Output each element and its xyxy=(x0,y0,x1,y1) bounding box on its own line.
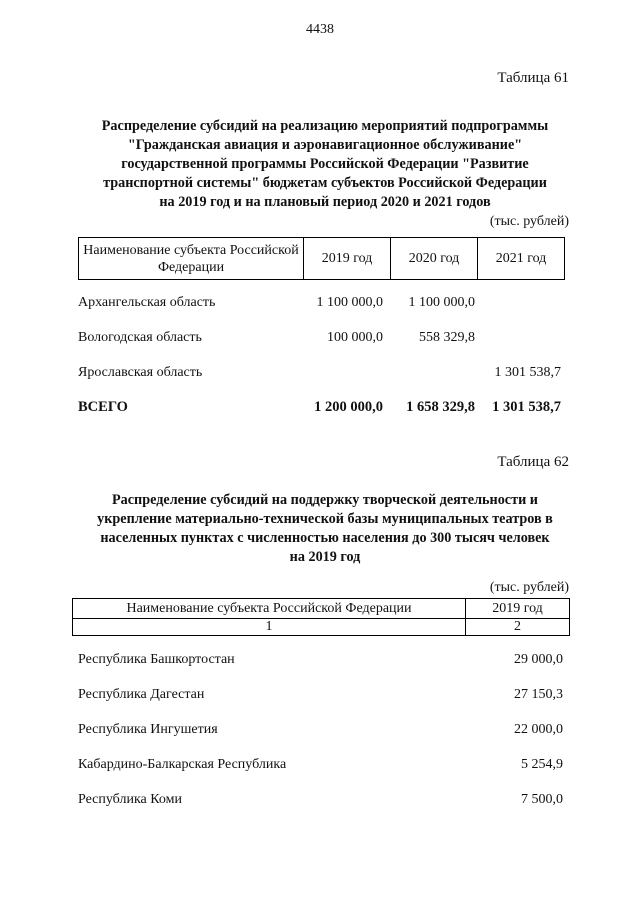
title-line: населенных пунктах с численностью населения до 300 тысяч человек xyxy=(100,530,550,546)
column-number-2: 2 xyxy=(466,619,570,636)
table-61-unit: (тыс. рублей) xyxy=(489,214,569,229)
total-2021: 1 301 538,7 xyxy=(492,399,561,415)
table-62-label: Таблица 62 xyxy=(497,454,569,470)
value-2021: 1 301 538,7 xyxy=(494,365,561,380)
total-2020: 1 658 329,8 xyxy=(406,399,475,415)
title-line: укрепление материально-технической базы муниципальных театров в xyxy=(97,511,553,527)
value-2019: 7 500,0 xyxy=(521,792,563,807)
header-2020: 2020 год xyxy=(391,238,478,280)
table-row xyxy=(78,295,563,315)
column-number-1: 1 xyxy=(73,619,466,636)
region-name: Республика Башкортостан xyxy=(78,652,235,667)
header-2021: 2021 год xyxy=(478,238,565,280)
value-2019: 1 100 000,0 xyxy=(316,295,383,310)
region-name: Республика Ингушетия xyxy=(78,722,218,737)
value-2019: 22 000,0 xyxy=(514,722,563,737)
table-62-title xyxy=(60,491,590,567)
value-2019: 5 254,9 xyxy=(521,757,563,772)
title-line: Распределение субсидий на реализацию мероприятий подпрограммы xyxy=(101,118,549,134)
table-61-label: Таблица 61 xyxy=(497,70,569,86)
header-2019: 2019 год xyxy=(466,599,570,619)
table-62-unit: (тыс. рублей) xyxy=(489,580,569,595)
table-62-header xyxy=(72,598,570,636)
region-name: Вологодская область xyxy=(78,330,202,345)
value-2019: 27 150,3 xyxy=(514,687,563,702)
table-61-header xyxy=(78,237,565,280)
title-line: "Гражданская авиация и аэронавигационное обслуживание" xyxy=(127,137,523,153)
table-row xyxy=(78,722,563,742)
header-name: Наименование субъекта Российской Федерации xyxy=(73,599,466,619)
title-line: Распределение субсидий на поддержку творческой деятельности и xyxy=(112,492,538,508)
region-name: Республика Дагестан xyxy=(78,687,205,702)
table-row xyxy=(78,757,563,777)
table-61-title xyxy=(60,117,590,212)
region-name: Ярославская область xyxy=(78,365,203,380)
value-2019: 100 000,0 xyxy=(327,330,383,345)
table-row xyxy=(78,652,563,672)
page-number: 4438 xyxy=(306,22,334,37)
region-name: Кабардино-Балкарская Республика xyxy=(78,757,287,772)
value-2019: 29 000,0 xyxy=(514,652,563,667)
region-name: Республика Коми xyxy=(78,792,182,807)
title-line: транспортной системы" бюджетам субъектов Российской Федерации xyxy=(103,175,547,191)
region-name: Архангельская область xyxy=(78,295,216,310)
table-row xyxy=(78,687,563,707)
table-row xyxy=(78,365,563,385)
total-row xyxy=(78,399,563,419)
value-2020: 1 100 000,0 xyxy=(408,295,475,310)
title-line: на 2019 год и на плановый период 2020 и 2021 годов xyxy=(159,194,491,210)
total-2019: 1 200 000,0 xyxy=(314,399,383,415)
value-2020: 558 329,8 xyxy=(419,330,475,345)
table-row xyxy=(78,330,563,350)
title-line: на 2019 год xyxy=(289,549,361,565)
table-row xyxy=(78,792,563,812)
title-line: государственной программы Российской Федерации "Развитие xyxy=(121,156,529,172)
header-name: Наименование субъекта Российской Федерации xyxy=(79,238,304,280)
header-2019: 2019 год xyxy=(304,238,391,280)
total-label: ВСЕГО xyxy=(78,399,128,415)
